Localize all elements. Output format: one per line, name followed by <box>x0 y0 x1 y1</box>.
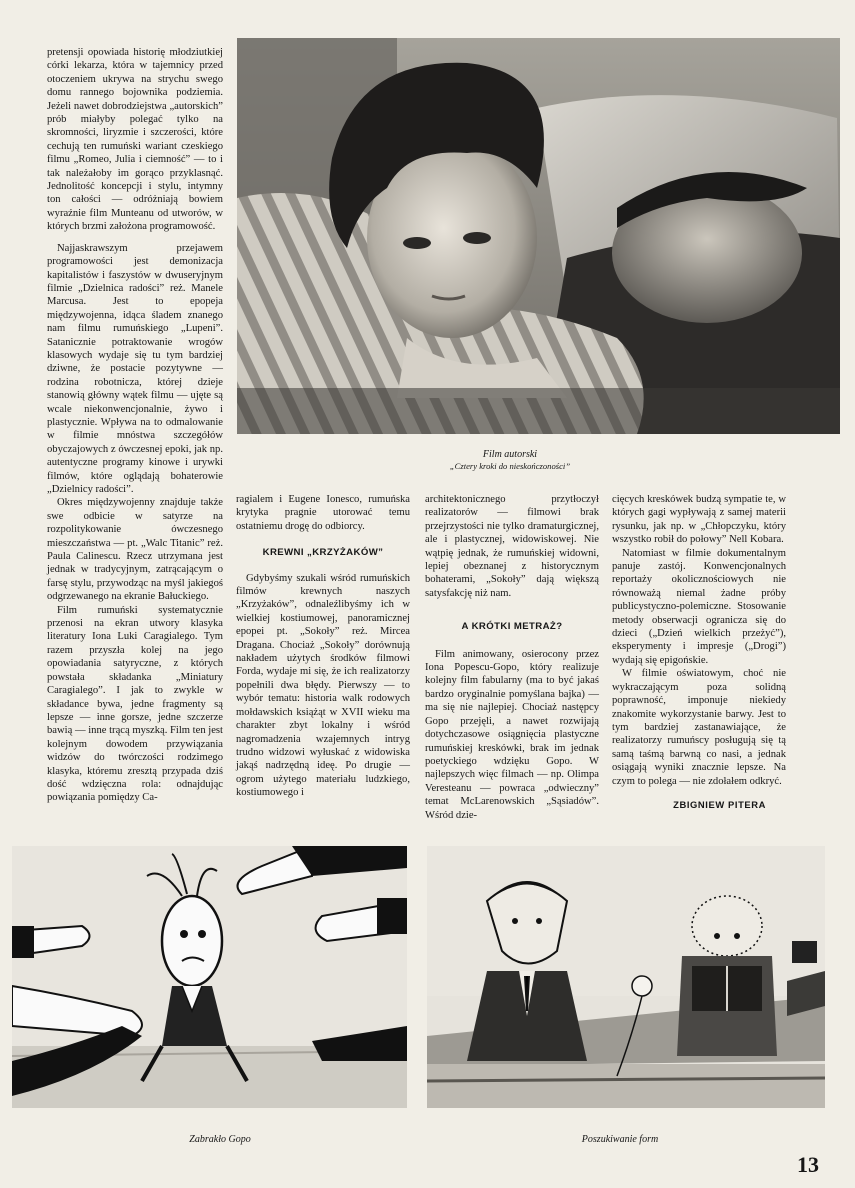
article-column-3 <box>425 493 599 822</box>
paragraph: cięcych kreskówek budzą sympatie te, w których gagi wypływają z samej materii rysunku, jak np. w „Chłopczyku, który wszystko robił do połowy” Nell Kobara. <box>612 494 786 546</box>
paragraph: Gdybyśmy szukali wśród rumuńskich filmów krewnych naszych „Krzyżaków”, odnaleźlibyśmy ich w wielkiej kostiumowej, panoramicznej epopei pt. „Sokoły” reż. Mircea Dragana. Chociaż „Sokoły” dorównują nakładem użytych środków filmowi Forda, wydaje mi się, że ich realizatorzy popełnili dwa błędy. Pierwszy — to wybór tematu: historia walk rodowych mołdawskich książąt w XVII wieku ma charakter zbyt lokalny i wśród nagromadzenia wzajemnych intryg trudno widzowi wyłuskać z widowiska jakąś nadrzędną ideę. Po drugie — ogrom użytego materiału ludzkiego, kostiumowego i <box>236 572 410 799</box>
author-signature: ZBIGNIEW PITERA <box>673 798 766 810</box>
section-heading: KREWNI „KRZYŻAKÓW” <box>262 547 384 559</box>
film-still-image <box>237 38 840 434</box>
paragraph: Natomiast w filmie dokumentalnym panuje zastój. Konwencjonalnych reportaży okolicznościowych nie równoważą niemal żadne próby publicystyczno-polemiczne. Stosowanie metody obserwacji ogranicza się do dzieci („Dzień wielkich przeżyć”), eksperymenty i impresje („Drogi”) wydają się epigońskie. <box>612 547 786 666</box>
paragraph: ragialem i Eugene Ionesco, rumuńska krytyka pragnie utorować temu ostatniemu drogę do odbiorcy. <box>236 494 410 532</box>
caption-line: Film autorski <box>482 449 538 460</box>
cartoon-still-left <box>12 846 407 1108</box>
cartoon-still-right <box>427 846 825 1108</box>
paragraph: Najjaskrawszym przejawem programowości jest demonizacja kapitalistów i faszystów w dwuseryjnym filmie „Dzielnica radości” reż. Manele Marcusa. Jest to epopeja międzywojenna, idąca śladem znanego nam filmu rumuńskiego „Lupeni”. Satanicznie potraktowanie wrogów klasowych wydaje się tu tym bardziej dziwne, że postacie pozytywne — rodzina robotnicza, której dzieje stanowią główny wątek filmu — ujęte są wcale niekonwencjonalnie, żywo i plastycznie. Wpływa na to odmalowanie w filmie mnóstwa szczegółów obyczajowych z ówczesnej epoki, jak np. autentyczne programy kinowe i urywki filmów, które oglądają bohaterowie „Dzielnicy radości”. <box>47 242 223 495</box>
paragraph: architektonicznego przytłoczył realizatorów — filmowi brak przejrzystości nie tylko dramaturgicznej, ale i plastycznej, widowiskowej. Nie wątpię jednak, że rumuńskiej widowni, lepiej obeznanej z historycznym bohaterami, „Sokoły” dają większą satysfakcję niż nam. <box>425 494 599 599</box>
bottom-right-caption: Poszukiwanie form <box>581 1134 659 1145</box>
article-column-2 <box>236 493 410 800</box>
cartoon-image-right <box>427 846 825 1108</box>
paragraph: Film rumuński systematycznie przenosi na ekran utwory klasyka literatury Iona Luki Caragialego. Tym razem przyszła kolej na jego opowiadania satyryczne, z których powstała składanka „Miniatury Caragialego”. I jak to zwykle w składance bywa, jedne fragmenty są lepsze — inne gorsze, jedne szczerze bawią — inne trącą myszką. Film ten jest kolejnym dowodem przywiązania widzów do twórczości rodzimego klasyka, któremu zresztą przypada dziś dość wdzięczna rola: odnajdując powiązania pomiędzy Ca- <box>47 604 223 804</box>
paragraph: Okres międzywojenny znajduje także swe odbicie w satyrze na rozpolitykowanie ówczesnego mieszczaństwa — pt. „Walc Titanic” reż. Paula Calinescu. Rzecz utrzymana jest jednak w tradycyjnym, zatrącającym o farsę stylu, przywodząc na myśl jakiegoś odgrzewanego na ekranie Bałuckiego. <box>47 497 223 603</box>
cartoon-image-left <box>12 846 407 1108</box>
bottom-left-caption: Zabrakło Gopo <box>189 1134 251 1145</box>
page-number: 13 <box>797 1152 819 1177</box>
article-column-1 <box>47 46 223 805</box>
article-column-4 <box>612 493 786 811</box>
paragraph: pretensji opowiada historię młodziutkiej córki lekarza, która w tajemnicy przed otoczeniem ukrywa na strychu swego domu rannego bojownika podziemia. Jeżeli nawet dobrodziejstwa „autorskich” prób miałyby polegać tylko na skromności, liryzmie i szczerości, które cechują ten rumuński wariant czeskiego filmu „Romeo, Julia i ciemność” — to i tak należałoby im gorąco przyklasnąć. Jednolitość koncepcji i stylu, intymny ton całości — odróżniają bowiem wyraźnie film Munteanu od utworów, w których brzmi założona programowość. <box>47 47 223 233</box>
paragraph: W filmie oświatowym, choć nie wykraczającym poza solidną poprawność, imponuje niekiedy znakomite wykorzystanie barwy. Jest to tym bardziej zastanawiające, że realizatorzy rumuńscy posługują się tą samą taśmą barwną co nasi, a jednak osiągają wyniki znacznie lepsze. Na czym to polega — nie zdołałem odkryć. <box>612 668 786 787</box>
top-photo-caption <box>330 449 690 471</box>
film-still-top <box>237 38 840 434</box>
section-heading: A KRÓTKI METRAŻ? <box>461 621 563 633</box>
caption-line: „Cztery kroki do nieskończoności” <box>449 461 571 471</box>
paragraph: Film animowany, osierocony przez Iona Popescu-Gopo, który realizuje kolejny film fabularny (ma to być jakaś bardzo oryginalnie pomyślana bajka) — ma się nie najlepiej. Chociaż następcy Gopo przejęli, a nawet rozwijają dotychczasowe osiągnięcia plastyczne rumuńskiej kreskówki, brak im jednak poetyckiego wdzięku Gopo. W najlepszych więc filmach — np. Olimpa Veresteanu — powraca „odwieczny” temat McLarenowskich „Sąsiadów”. Wśród dzie- <box>425 648 599 821</box>
